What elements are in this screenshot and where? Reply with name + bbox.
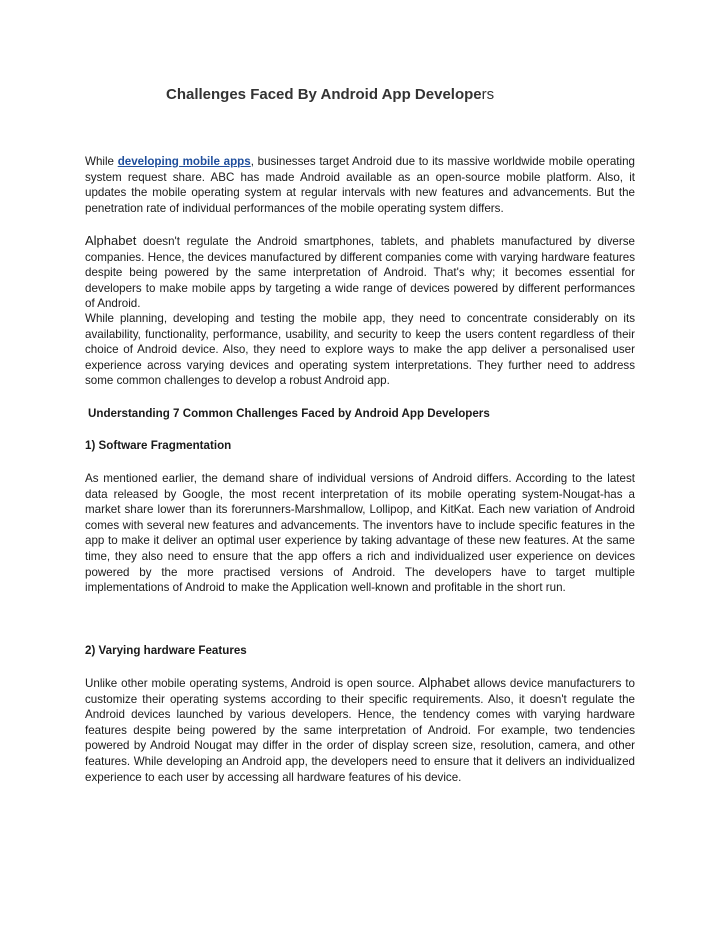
section-heading: Understanding 7 Common Challenges Faced by Android App Developers: [88, 407, 490, 420]
varying-hardware-heading: 2) Varying hardware Features: [85, 644, 247, 657]
alphabet-word-2: Alphabet: [418, 675, 470, 690]
varying-hardware-text: allows device manufacturers to customize their operating systems according to their specific requirements. Also, it doesn't regulate the Android devices launched by various developers. Hence, the tendency comes with varying hardware features despite being powered by the same interpretation of Android. For example, two tendencies powered by Android Nougat may differ in the order of display screen size, resolution, camera, and other features. While developing an Android app, the developers need to ensure that it delivers an individualized experience to each user by accessing all hardware features of his device.: [85, 677, 636, 784]
page-title: [166, 86, 494, 103]
title-main: Challenges Faced By Android App Develope: [166, 86, 482, 103]
intro-suffix: , businesses target Android due to its massive worldwide mobile operating system request share. ABC has made Android available as an open-source mobile platform. Also, it updates the mobile operating system at regular intervals with new features and advancements. But the penetration rate of individual performances of the mobile operating system differs.: [85, 155, 636, 215]
alphabet-paragraph: [85, 233, 635, 312]
intro-prefix: While: [85, 155, 118, 168]
developing-mobile-apps-link[interactable]: developing mobile apps: [117, 155, 251, 168]
software-fragmentation-heading: 1) Software Fragmentation: [85, 439, 232, 452]
intro-paragraph: [85, 154, 635, 216]
varying-hardware-paragraph: [85, 675, 635, 785]
alphabet-paragraph-text: doesn't regulate the Android smartphones, tablets, and phablets manufactured by diverse companies. Hence, the devices manufactured by different companies come with varying hardware features despite being powered by the same interpretation of Android. That's why; it becomes essential for developers to make mobile apps by targeting a wide range of devices powered by different performances of Android.: [85, 235, 635, 311]
planning-paragraph: While planning, developing and testing the mobile app, they need to concentrate considerably on its availability, functionality, performance, usability, and security to keep the users content regardless of their choice of Android device. Also, they need to explore ways to make the app deliver a personalised user experience across varying devices and operating system interpretations. They further need to address some common challenges to develop a robust Android app.: [85, 312, 635, 388]
alphabet-word: Alphabet: [85, 233, 137, 248]
varying-hardware-prefix: Unlike other mobile operating systems, Android is open source.: [85, 677, 419, 690]
title-tail: rs: [481, 86, 495, 103]
software-fragmentation-paragraph: As mentioned earlier, the demand share of individual versions of Android differs. According to the latest data released by Google, the most recent interpretation of its mobile operating system-Nougat-has a market share lower than its forerunners-Marshmallow, Lollipop, and KitKat. Each new variation of Android comes with several new features and advancements. The inventors have to include specific features in the app to make it deliver an optimal user experience by taking advantage of these new features. At the same time, they also need to ensure that the app offers a rich and individualized user experience on devices powered by the more practised versions of Android. The developers have to target multiple implementations of Android to make the Application well-known and profitable in the short run.: [85, 472, 635, 595]
